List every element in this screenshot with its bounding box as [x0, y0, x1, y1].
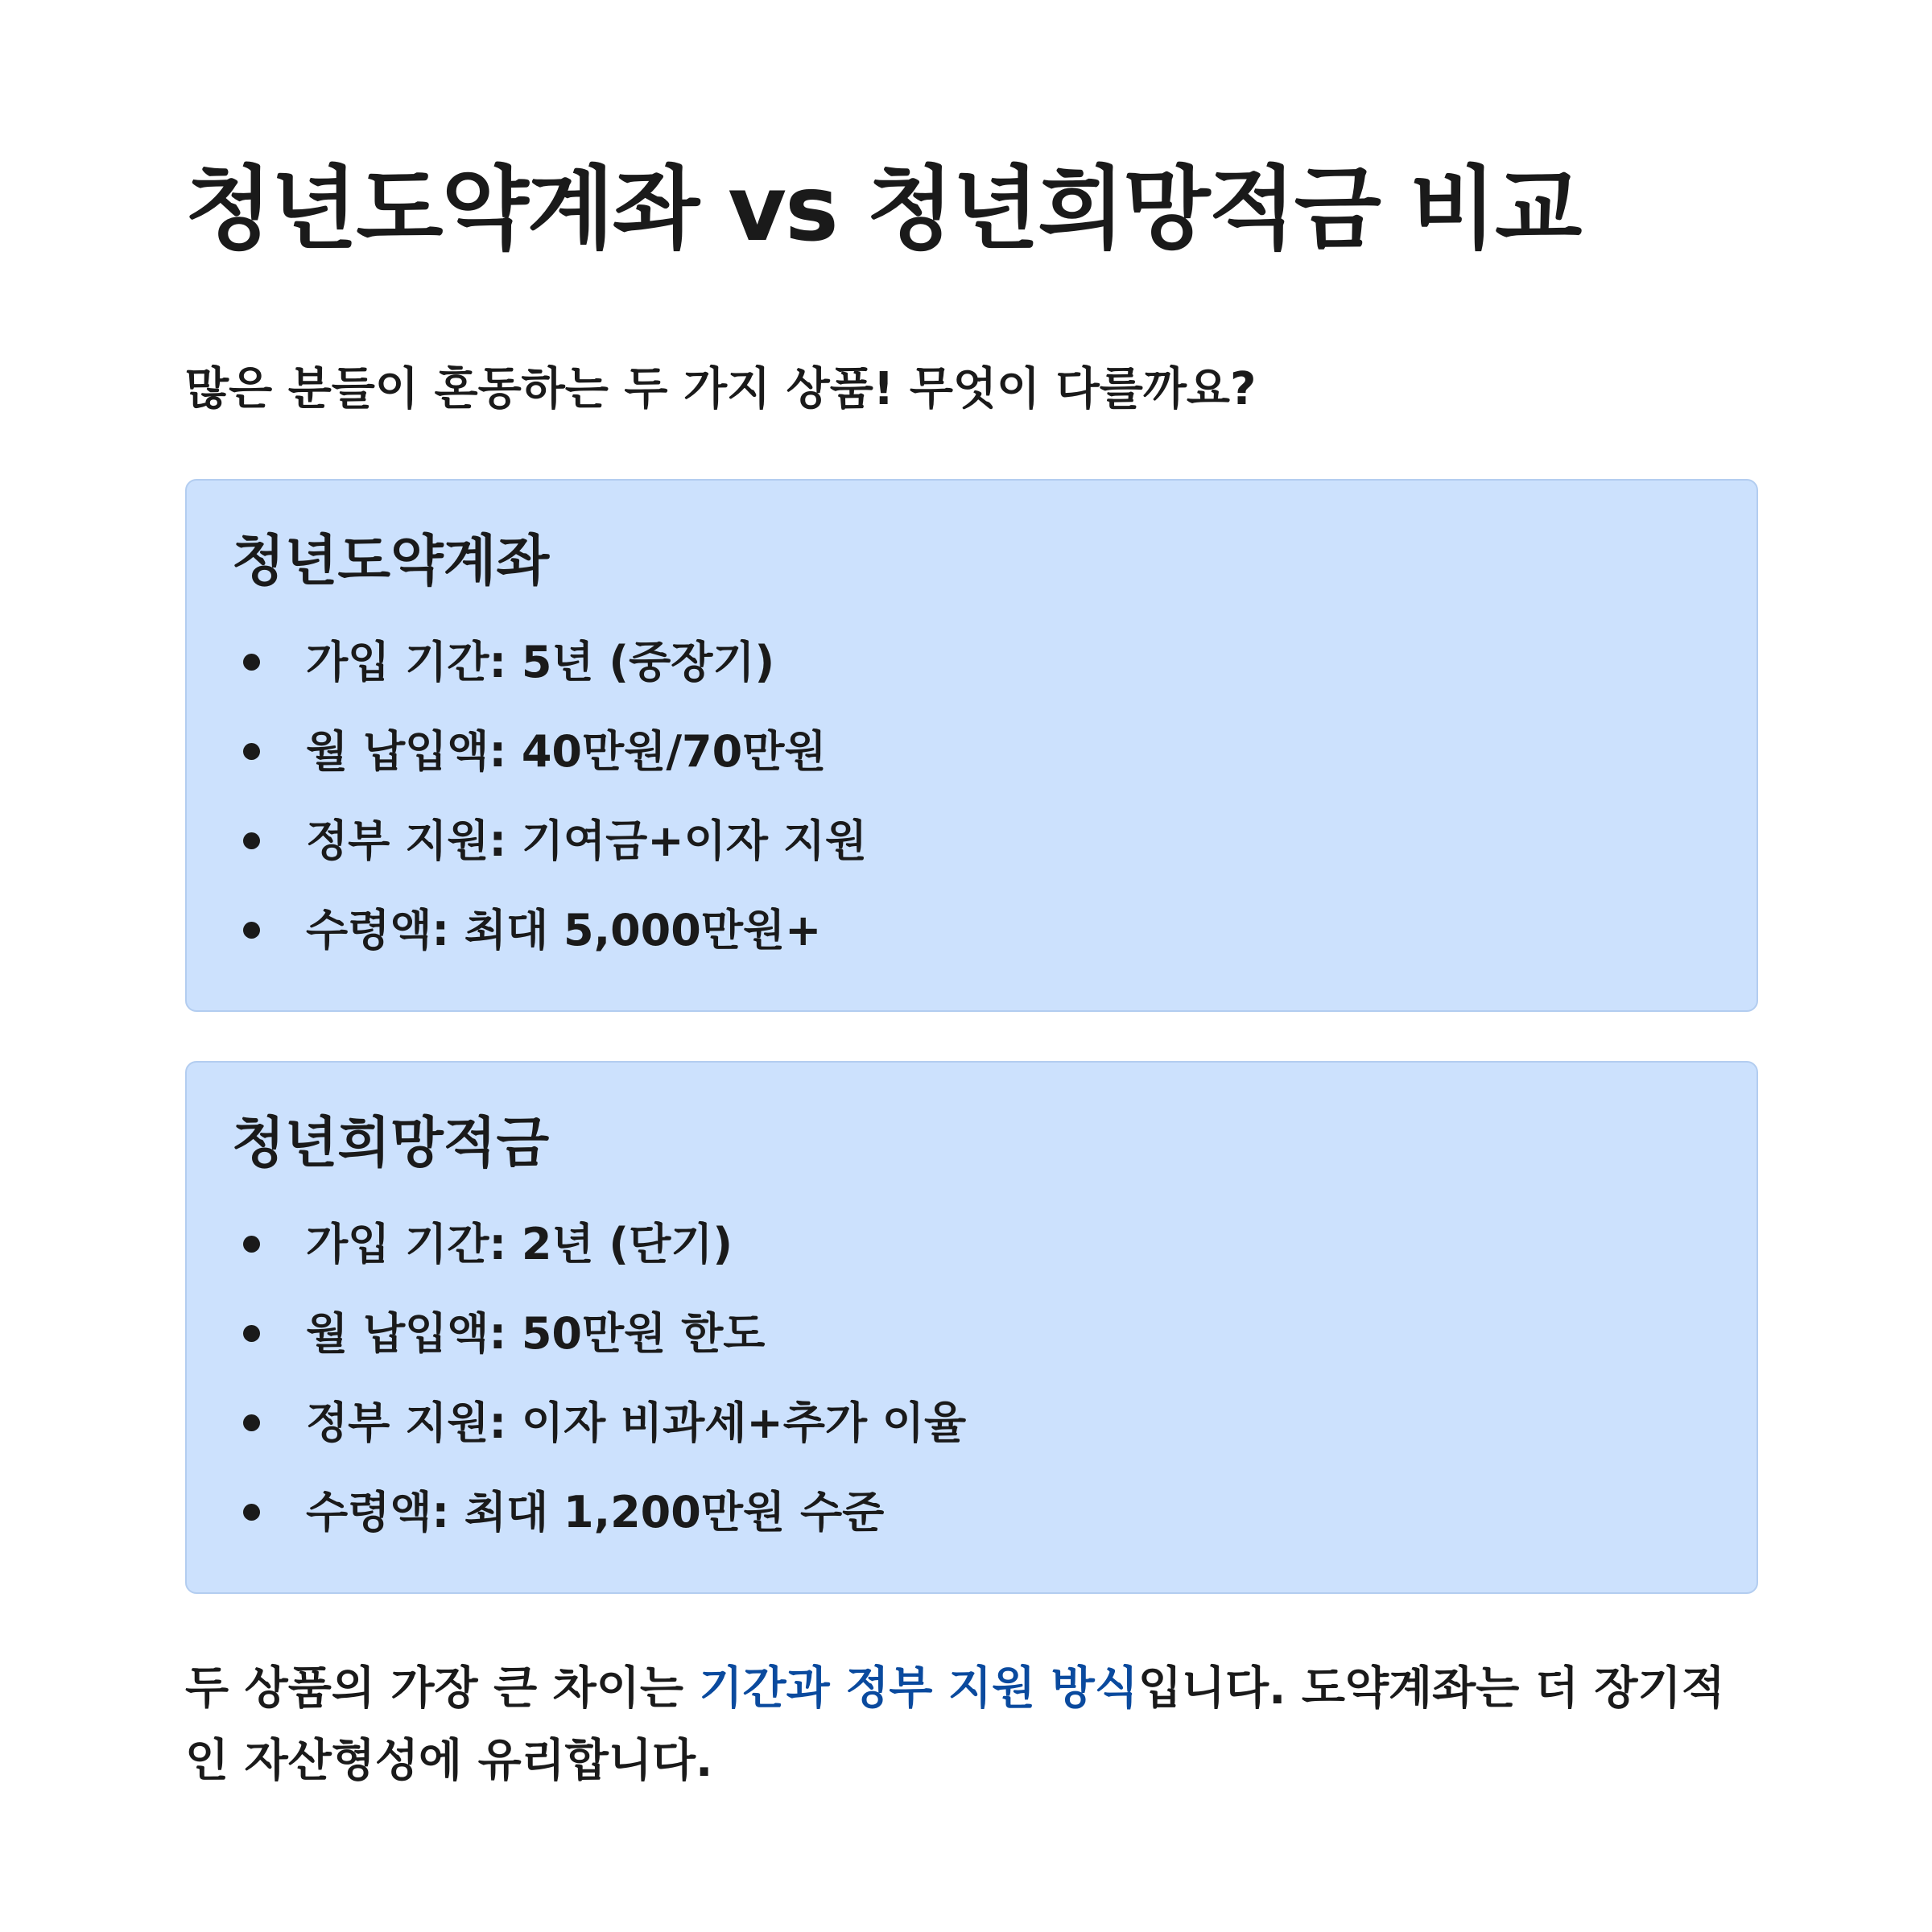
list-item-text: 월 납입액: 40만원/70만원 — [306, 726, 827, 777]
bullet-icon — [243, 654, 260, 671]
list-item-text: 수령액: 최대 5,000만원+ — [306, 905, 822, 956]
card-youth-hope-savings — [185, 1061, 1758, 1594]
bullet-icon — [243, 922, 260, 939]
card-title: 청년도약계좌 — [232, 530, 550, 593]
list-item — [187, 1289, 966, 1378]
summary-tail: 입니다. 도약계좌는 더 장기적인 자산형성에 유리합니다. — [185, 1662, 1725, 1787]
bullet-icon — [243, 1236, 260, 1253]
bullet-icon — [243, 743, 260, 760]
feature-list — [187, 1199, 966, 1557]
summary-text — [185, 1653, 1760, 1798]
list-item-text: 정부 지원: 기여금+이자 지원 — [306, 815, 868, 866]
list-item — [187, 886, 867, 975]
bullet-icon — [243, 1414, 260, 1431]
bullet-icon — [243, 1325, 260, 1342]
list-item — [187, 1468, 966, 1557]
intro-text: 많은 분들이 혼동하는 두 가지 상품! 무엇이 다를까요? — [185, 363, 1257, 415]
list-item — [187, 707, 867, 796]
list-item-text: 정부 지원: 이자 비과세+추가 이율 — [306, 1397, 967, 1448]
list-item-text: 수령액: 최대 1,200만원 수준 — [306, 1487, 885, 1538]
list-item — [187, 796, 867, 886]
page-title: 청년도약계좌 vs 청년희망적금 비교 — [185, 157, 1581, 262]
list-item-text: 가입 기간: 2년 (단기) — [306, 1219, 733, 1269]
bullet-icon — [243, 1504, 260, 1521]
list-item — [187, 1199, 966, 1289]
summary-lead: 두 상품의 가장 큰 차이는 — [185, 1662, 700, 1715]
list-item-text: 가입 기간: 5년 (중장기) — [306, 637, 775, 687]
list-item — [187, 617, 867, 707]
bullet-icon — [243, 832, 260, 849]
feature-list — [187, 617, 867, 975]
card-youth-leap-account — [185, 479, 1758, 1012]
list-item-text: 월 납입액: 50만원 한도 — [306, 1308, 766, 1359]
summary-highlight: 기간과 정부 지원 방식 — [699, 1662, 1138, 1715]
list-item — [187, 1378, 966, 1468]
card-title: 청년희망적금 — [232, 1112, 550, 1175]
